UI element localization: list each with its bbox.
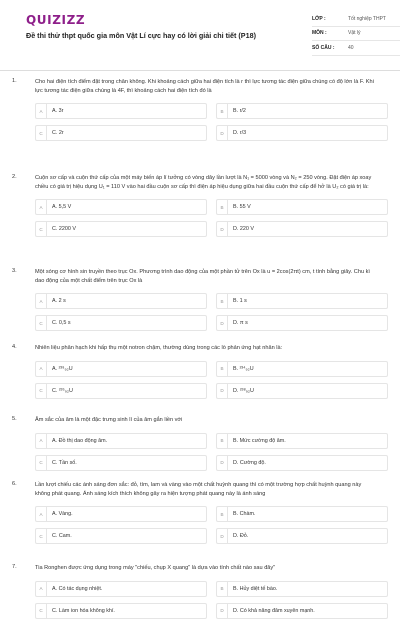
option-text: C. Tần số. bbox=[52, 459, 77, 466]
option-letter: C bbox=[36, 316, 47, 330]
question-number: 7. bbox=[12, 564, 17, 570]
option-d[interactable] bbox=[216, 383, 388, 399]
option-text: A. 3r bbox=[52, 108, 64, 115]
option-letter: B bbox=[217, 294, 228, 308]
question-5 bbox=[12, 416, 388, 481]
option-text: B. Hủy diệt tế bào. bbox=[233, 585, 278, 592]
option-text: A. 2 s bbox=[52, 298, 66, 305]
option-letter: B bbox=[217, 200, 228, 214]
question-text: Nhiên liệu phân hạch khi hấp thụ một notron chậm, thường dùng trong các lò phản ứng hạt nhân là: bbox=[35, 345, 283, 351]
question-text: Cuộn sơ cấp và cuộn thứ cấp của một máy biến áp lí tưởng có vòng dây lần lượt là N₁ = 5000 vòng và N₂ = 250 vòng. Đặt điện áp xoay chiều có giá trị hiệu dụng U₁ = 110 V vào hai đầu cuộn sơ cấp thì điện áp hiệu dụng giữa hai đầu cuộn thứ cấp để hở là U₂ có giá trị là: bbox=[35, 175, 372, 190]
option-text: D. Đỏ. bbox=[233, 533, 249, 540]
option-c[interactable] bbox=[35, 528, 207, 544]
option-letter: C bbox=[36, 384, 47, 398]
option-text: D. r/3 bbox=[233, 130, 247, 137]
option-letter: C bbox=[36, 222, 47, 236]
option-letter: A bbox=[36, 434, 47, 448]
meta-value: Tốt nghiệp THPT bbox=[348, 15, 386, 22]
option-text: B. ²³⁴₉₂U bbox=[233, 365, 254, 372]
option-text: C. 2200 V bbox=[52, 226, 76, 233]
meta-row-subject bbox=[312, 27, 400, 42]
options bbox=[35, 293, 388, 331]
option-c[interactable] bbox=[35, 603, 207, 619]
option-text: B. 55 V bbox=[233, 204, 251, 211]
meta-table bbox=[312, 12, 400, 56]
question-4 bbox=[12, 344, 388, 416]
meta-key: SỐ CÂU : bbox=[312, 44, 335, 51]
option-text: B. Chàm. bbox=[233, 511, 256, 518]
option-text: D. ²³⁸₉₂U bbox=[233, 387, 254, 394]
options bbox=[35, 361, 388, 399]
option-letter: D bbox=[217, 384, 228, 398]
question-number: 4. bbox=[12, 344, 17, 350]
options bbox=[35, 199, 388, 237]
meta-value: Vật lý bbox=[348, 30, 361, 37]
options bbox=[35, 506, 388, 544]
header-divider bbox=[0, 70, 400, 71]
option-letter: C bbox=[36, 529, 47, 543]
option-text: D. Có khả năng đâm xuyên mạnh. bbox=[233, 607, 315, 614]
option-letter: D bbox=[217, 604, 228, 618]
option-letter: B bbox=[217, 434, 228, 448]
question-text: Tia Ronghen được ứng dụng trong máy "chiếu, chụp X quang" là dựa vào tính chất nào sau đây" bbox=[35, 565, 276, 571]
question-number: 5. bbox=[12, 416, 17, 422]
option-a[interactable] bbox=[35, 103, 207, 119]
option-letter: D bbox=[217, 456, 228, 470]
meta-value: 40 bbox=[348, 44, 354, 51]
option-text: D. Cường độ. bbox=[233, 459, 266, 466]
option-text: C. Cam. bbox=[52, 533, 72, 540]
option-text: D. π s bbox=[233, 320, 248, 327]
option-text: A. ²³⁹₉₂U bbox=[52, 365, 73, 372]
option-letter: D bbox=[217, 529, 228, 543]
question-number: 1. bbox=[12, 78, 17, 84]
question-7 bbox=[12, 564, 388, 624]
option-text: A. Vàng. bbox=[52, 511, 73, 518]
worksheet-header bbox=[12, 0, 388, 66]
question-text: Cho hai điện tích điểm đặt trong chân không. Khi khoảng cách giữa hai điện tích là r thì lực tương tác điện giữa chúng có độ lớn là F. Khi lực tương tác điện giữa chúng là 4F, thì khoảng cách hai điện tích đó là bbox=[35, 79, 374, 94]
option-letter: A bbox=[36, 582, 47, 596]
option-text: C. Làm ion hóa không khí. bbox=[52, 607, 115, 614]
option-b[interactable] bbox=[216, 581, 388, 597]
meta-row-class bbox=[312, 12, 400, 27]
options bbox=[35, 433, 388, 471]
option-a[interactable] bbox=[35, 433, 207, 449]
option-a[interactable] bbox=[35, 199, 207, 215]
option-b[interactable] bbox=[216, 433, 388, 449]
meta-key: MÔN : bbox=[312, 30, 327, 37]
option-b[interactable] bbox=[216, 506, 388, 522]
question-number: 6. bbox=[12, 481, 17, 487]
question-3 bbox=[12, 268, 388, 344]
option-d[interactable] bbox=[216, 125, 388, 141]
option-d[interactable] bbox=[216, 221, 388, 237]
option-letter: B bbox=[217, 582, 228, 596]
options bbox=[35, 581, 388, 619]
question-text: Một sóng cơ hình sin truyền theo trục Ox. Phương trình dao động của một phần tử trên Ox là u = 2cos(2πt) cm, t tính bằng giây. Chu kì dao động của một chất điểm trên trục Ox là bbox=[35, 269, 370, 284]
option-text: A. Đồ thị dao động âm. bbox=[52, 437, 108, 444]
option-letter: C bbox=[36, 456, 47, 470]
option-d[interactable] bbox=[216, 315, 388, 331]
question-6 bbox=[12, 481, 388, 564]
option-b[interactable] bbox=[216, 293, 388, 309]
question-number: 2. bbox=[12, 174, 17, 180]
option-a[interactable] bbox=[35, 361, 207, 377]
option-letter: C bbox=[36, 604, 47, 618]
option-c[interactable] bbox=[35, 125, 207, 141]
option-text: B. Mức cường độ âm. bbox=[233, 437, 286, 444]
option-text: C. 2r bbox=[52, 130, 64, 137]
option-a[interactable] bbox=[35, 581, 207, 597]
option-d[interactable] bbox=[216, 455, 388, 471]
option-b[interactable] bbox=[216, 103, 388, 119]
option-letter: A bbox=[36, 362, 47, 376]
option-letter: D bbox=[217, 126, 228, 140]
page-title: Đề thi thử thpt quốc gia môn Vật Lí cực hay có lời giải chi tiết (P18) bbox=[26, 31, 256, 40]
option-text: A. 5,5 V bbox=[52, 204, 72, 211]
option-c[interactable] bbox=[35, 315, 207, 331]
meta-row-count bbox=[312, 41, 400, 56]
option-letter: A bbox=[36, 200, 47, 214]
option-c[interactable] bbox=[35, 221, 207, 237]
option-letter: B bbox=[217, 362, 228, 376]
option-letter: A bbox=[36, 104, 47, 118]
quizizz-logo: QUIZIZZ bbox=[26, 13, 86, 27]
option-text: C. ²³⁵₉₂U bbox=[52, 387, 73, 394]
question-text: Âm sắc của âm là một đặc trưng sinh lí của âm gắn liền với bbox=[35, 417, 183, 423]
question-number: 3. bbox=[12, 268, 17, 274]
question-1 bbox=[12, 78, 388, 174]
option-letter: D bbox=[217, 222, 228, 236]
question-2 bbox=[12, 174, 388, 268]
options bbox=[35, 103, 388, 141]
option-c[interactable] bbox=[35, 455, 207, 471]
option-text: B. 1 s bbox=[233, 298, 247, 305]
option-letter: C bbox=[36, 126, 47, 140]
option-letter: A bbox=[36, 294, 47, 308]
option-text: D. 220 V bbox=[233, 226, 254, 233]
option-letter: D bbox=[217, 316, 228, 330]
option-text: A. Có tác dụng nhiệt. bbox=[52, 585, 103, 592]
option-a[interactable] bbox=[35, 506, 207, 522]
option-letter: B bbox=[217, 104, 228, 118]
option-letter: B bbox=[217, 507, 228, 521]
option-b[interactable] bbox=[216, 361, 388, 377]
question-list bbox=[12, 78, 388, 624]
option-d[interactable] bbox=[216, 603, 388, 619]
option-letter: A bbox=[36, 507, 47, 521]
option-d[interactable] bbox=[216, 528, 388, 544]
option-a[interactable] bbox=[35, 293, 207, 309]
question-text: Lần lượt chiếu các ánh sáng đơn sắc: đỏ, tím, lam và vàng vào một chất huỳnh quang thì có một trường hợp chất huỳnh quang này không phát quang. Ánh sáng kích thích không gây ra hiện tượng phát quang này là ánh sáng bbox=[35, 482, 362, 497]
option-text: B. r/2 bbox=[233, 108, 246, 115]
meta-key: LỚP : bbox=[312, 15, 326, 22]
option-b[interactable] bbox=[216, 199, 388, 215]
option-text: C. 0,5 s bbox=[52, 320, 71, 327]
option-c[interactable] bbox=[35, 383, 207, 399]
